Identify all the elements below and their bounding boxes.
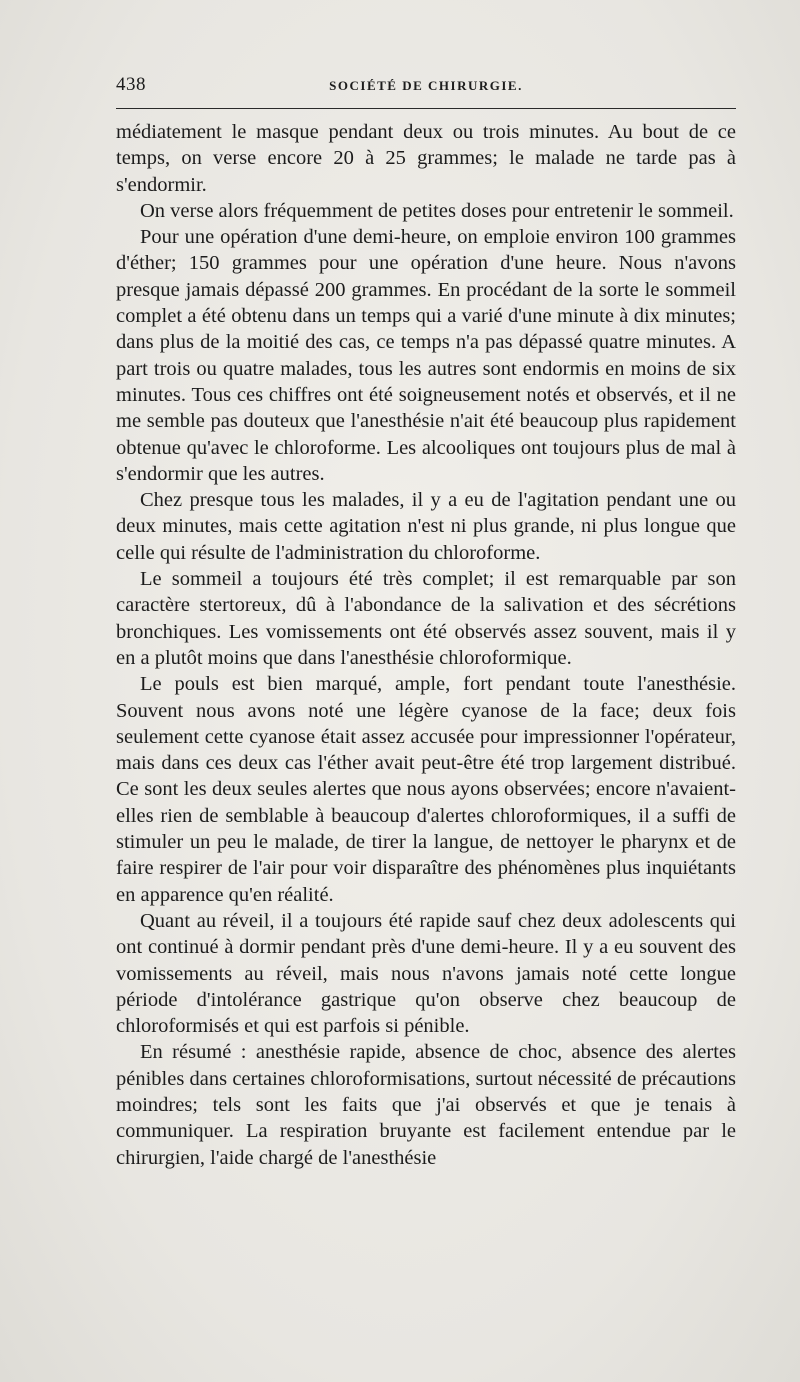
- paragraph: Quant au réveil, il a toujours été rapide sauf chez deux adolescents qui ont continué à dormir pendant près d'une demi-heure. Il y a eu souvent des vomissements au réveil, mais nous n'avons jamais noté cette longue période d'intolérance gastrique qu'on observe chez beaucoup de chloroformisés et qui est parfois si pénible.: [116, 909, 736, 1038]
- paragraph: Le pouls est bien marqué, ample, fort pendant toute l'anesthésie. Souvent nous avons noté une légère cyanose de la face; deux fois seulement cette cyanose était assez accusée pour impressionner l'opérateur, mais dans ces deux cas l'éther avait peut-être été trop largement distribué. Ce sont les deux seules alertes que nous ayons observées; encore n'avaient-elles rien de semblable à beaucoup d'alertes chloroformiques, il a suffi de stimuler un peu le malade, de tirer la langue, de nettoyer le pharynx et de faire respirer de l'air pour voir disparaître des phénomènes plus inquiétants en apparence qu'en réalité.: [116, 673, 736, 906]
- paragraph: On verse alors fréquemment de petites doses pour entretenir le sommeil.: [140, 199, 734, 222]
- header-rule: [116, 108, 736, 109]
- running-title: SOCIÉTÉ DE CHIRURGIE.: [329, 78, 523, 93]
- page-header: [116, 74, 736, 100]
- body-text: [116, 119, 736, 1171]
- paragraph: Le sommeil a toujours été très complet; il est remarquable par son caractère stertoreux, dû à l'abondance de la salivation et des sécrétions bronchiques. Les vomissements ont été observés assez souvent, mais il y en a plutôt moins que dans l'anesthésie chloroformique.: [116, 568, 736, 669]
- paragraph-continued: médiatement le masque pendant deux ou trois minutes. Au bout de ce temps, on verse encore 20 à 25 grammes; le malade ne tarde pas à s'endormir.: [116, 121, 736, 196]
- paragraph: Pour une opération d'une demi-heure, on emploie environ 100 grammes d'éther; 150 grammes pour une opération d'une heure. Nous n'avons presque jamais dépassé 200 grammes. En procédant de la sorte le sommeil complet a été obtenu dans un temps qui a varié d'une minute à dix minutes; dans plus de la moitié des cas, ce temps n'a pas dépassé quatre minutes. A part trois ou quatre malades, tous les autres sont endormis en moins de six minutes. Tous ces chiffres ont été soigneusement notés et observés, et il ne me semble pas douteux que l'anesthésie n'ait été beaucoup plus rapidement obtenue qu'avec le chloroforme. Les alcooliques ont toujours plus de mal à s'endormir que les autres.: [116, 226, 736, 485]
- paragraph-truncated: En résumé : anesthésie rapide, absence de choc, absence des alertes pénibles dans certaines chloroformisations, surtout nécessité de précautions moindres; tels sont les faits que j'ai observés et que je tenais à communiquer. La respiration bruyante est facilement entendue par le chirurgien, l'aide chargé de l'anesthésie: [116, 1041, 736, 1169]
- paragraph: Chez presque tous les malades, il y a eu de l'agitation pendant une ou deux minutes, mais cette agitation n'est ni plus grande, ni plus longue que celle qui résulte de l'administration du chloroforme.: [116, 489, 736, 564]
- page-number: 438: [116, 74, 146, 95]
